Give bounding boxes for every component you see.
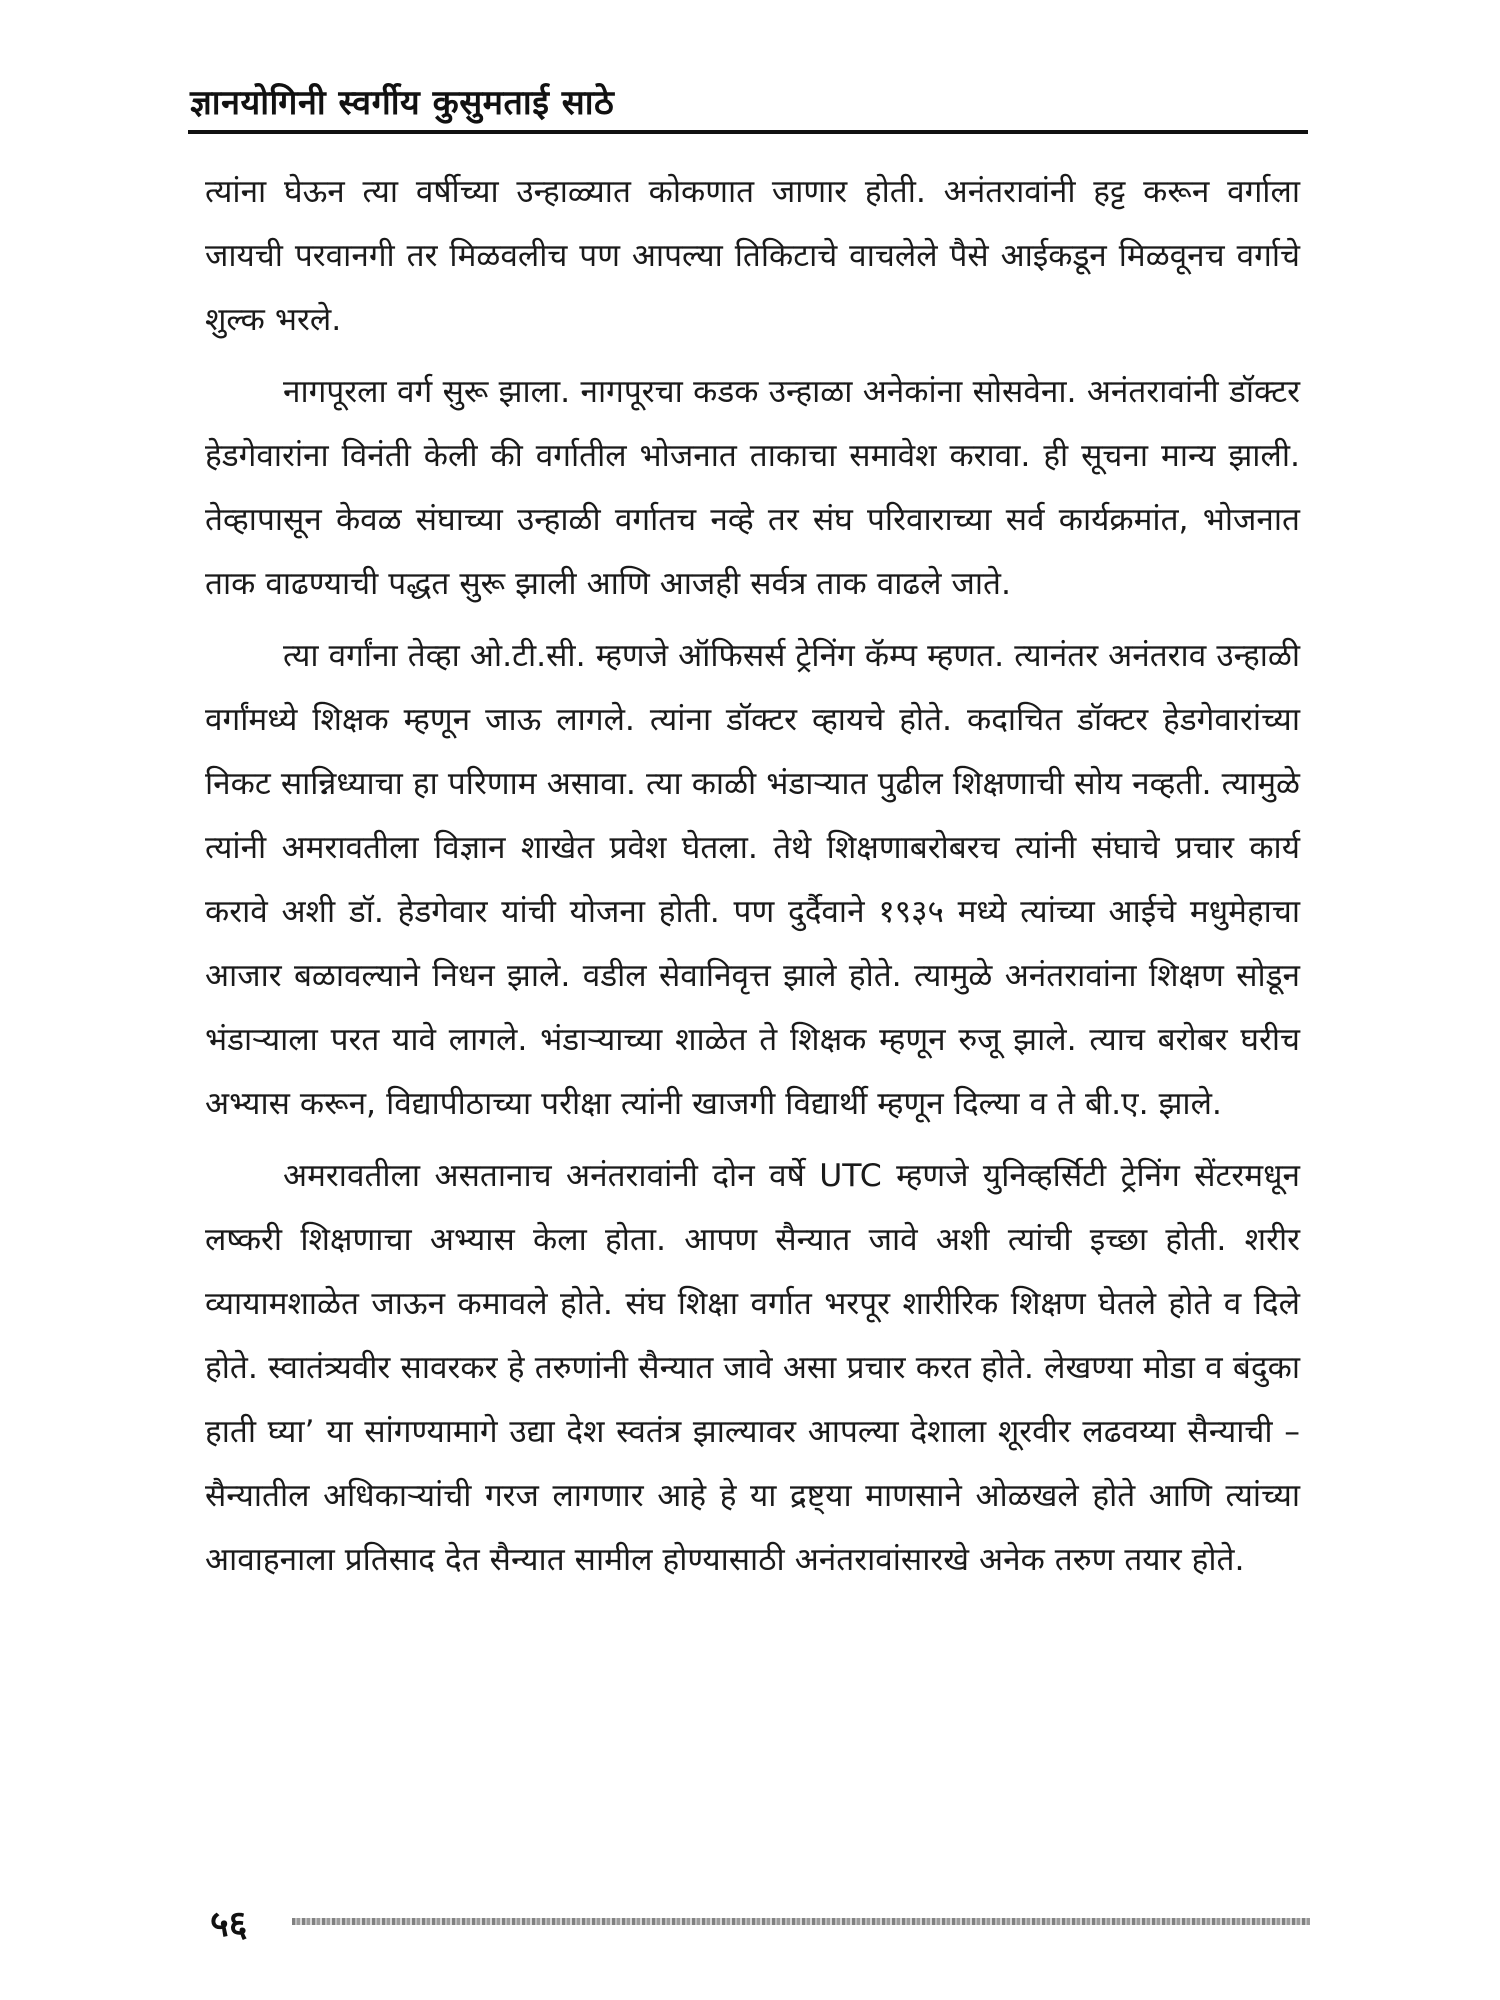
paragraph-2: नागपूरला वर्ग सुरू झाला. नागपूरचा कडक उन्हाळा अनेकांना सोसवेना. अनंतरावांनी डॉक्टर हेडगेवारांना विनंती केली की वर्गातील भोजनात ताकाचा समावेश करावा. ही सूचना मान्य झाली. तेव्हापासून केवळ संघाच्या उन्हाळी वर्गातच नव्हे तर संघ परिवाराच्या सर्व कार्यक्रमांत, भोजनात ताक वाढण्याची पद्धत सुरू झाली आणि आजही सर्वत्र ताक वाढले जाते. bbox=[205, 374, 1300, 602]
paragraph-3: त्या वर्गांना तेव्हा ओ.टी.सी. म्हणजे ऑफिसर्स ट्रेनिंग कॅम्प म्हणत. त्यानंतर अनंतराव उन्हाळी वर्गांमध्ये शिक्षक म्हणून जाऊ लागले. त्यांना डॉक्टर व्हायचे होते. कदाचित डॉक्टर हेडगेवारांच्या निकट सान्निध्याचा हा परिणाम असावा. त्या काळी भंडाऱ्यात पुढील शिक्षणाची सोय नव्हती. त्यामुळे त्यांनी अमरावतीला विज्ञान शाखेत प्रवेश घेतला. तेथे शिक्षणाबरोबरच त्यांनी संघाचे प्रचार कार्य करावे अशी डॉ. हेडगेवार यांची योजना होती. पण दुर्दैवाने १९३५ मध्ये त्यांच्या आईचे मधुमेहाचा आजार बळावल्याने निधन झाले. वडील सेवानिवृत्त झाले होते. त्यामुळे अनंतरावांना शिक्षण सोडून भंडाऱ्याला परत यावे लागले. भंडाऱ्याच्या शाळेत ते शिक्षक म्हणून रुजू झाले. त्याच बरोबर घरीच अभ्यास करून, विद्यापीठाच्या परीक्षा त्यांनी खाजगी विद्यार्थी म्हणून दिल्या व ते बी.ए. झाले. bbox=[205, 638, 1300, 1122]
paragraph-1: त्यांना घेऊन त्या वर्षीच्या उन्हाळ्यात कोकणात जाणार होती. अनंतरावांनी हट्ट करून वर्गाला जायची परवानगी तर मिळवलीच पण आपल्या तिकिटाचे वाचलेले पैसे आईकडून मिळवूनच वर्गाचे शुल्क भरले. bbox=[205, 174, 1300, 338]
header-divider bbox=[188, 130, 1308, 134]
running-header-title: ज्ञानयोगिनी स्वर्गीय कुसुमताई साठे bbox=[190, 83, 615, 123]
page-number: ५६ bbox=[210, 1904, 248, 1945]
body-text bbox=[205, 160, 1300, 1600]
footer-decorative-rule bbox=[292, 1918, 1310, 1925]
paragraph-4: अमरावतीला असतानाच अनंतरावांनी दोन वर्षे UTC म्हणजे युनिव्हर्सिटी ट्रेनिंग सेंटरमधून लष्करी शिक्षणाचा अभ्यास केला होता. आपण सैन्यात जावे अशी त्यांची इच्छा होती. शरीर व्यायामशाळेत जाऊन कमावले होते. संघ शिक्षा वर्गात भरपूर शारीरिक शिक्षण घेतले होते व दिले होते. स्वातंत्र्यवीर सावरकर हे तरुणांनी सैन्यात जावे असा प्रचार करत होते. लेखण्या मोडा व बंदुका हाती घ्या’ या सांगण्यामागे उद्या देश स्वतंत्र झाल्यावर आपल्या देशाला शूरवीर लढवय्या सैन्याची – सैन्यातील अधिकाऱ्यांची गरज लागणार आहे हे या द्रष्ट्या माणसाने ओळखले होते आणि त्यांच्या आवाहनाला प्रतिसाद देत सैन्यात सामील होण्यासाठी अनंतरावांसारखे अनेक तरुण तयार होते. bbox=[205, 1158, 1300, 1578]
